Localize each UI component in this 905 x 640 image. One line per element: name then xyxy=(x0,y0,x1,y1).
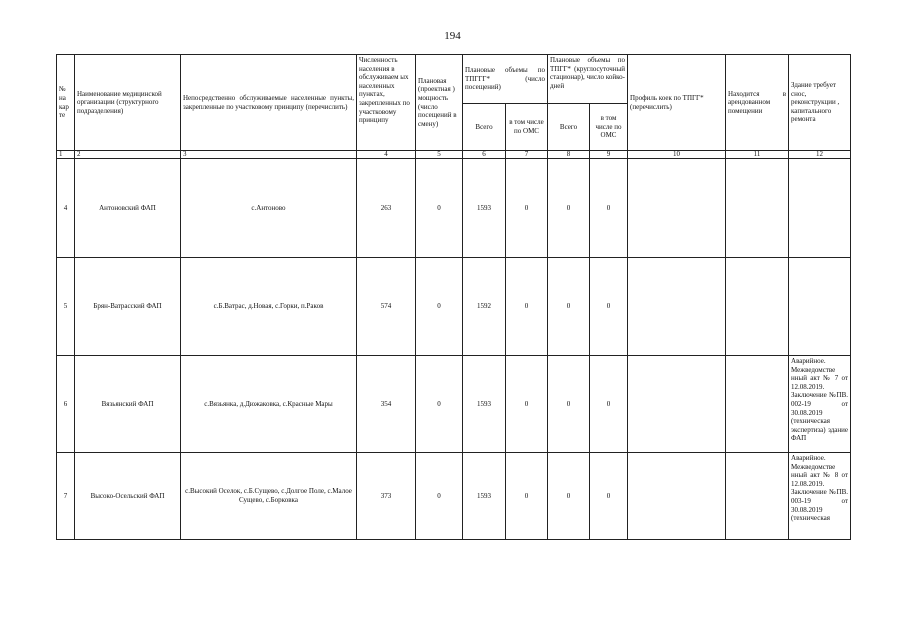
rented xyxy=(726,356,789,453)
table-row xyxy=(57,159,851,258)
population: 373 xyxy=(357,453,416,540)
table-row xyxy=(57,453,851,540)
header-visits-oms: в том числе по ОМС xyxy=(506,104,548,151)
population: 574 xyxy=(357,258,416,356)
visits-oms: 0 xyxy=(506,159,548,258)
col-num: 9 xyxy=(590,151,628,159)
beds-total: 0 xyxy=(548,356,590,453)
organization-name: Брян-Ватрасский ФАП xyxy=(75,258,181,356)
page-number: 194 xyxy=(444,30,461,42)
population: 263 xyxy=(357,159,416,258)
facility-table xyxy=(56,54,851,540)
col-num: 12 xyxy=(789,151,851,159)
capacity: 0 xyxy=(416,453,463,540)
settlements: с.Б.Ватрас, д.Новая, с.Горки, п.Раков xyxy=(181,258,357,356)
row-number: 4 xyxy=(57,159,75,258)
header-number: № на кар те xyxy=(57,55,75,151)
column-number-row xyxy=(57,151,851,159)
organization-name: Антоновский ФАП xyxy=(75,159,181,258)
beds-oms: 0 xyxy=(590,356,628,453)
col-num: 6 xyxy=(463,151,506,159)
header-capacity: Плановая (проектная ) мощность (число посещений в смену) xyxy=(416,55,463,151)
population: 354 xyxy=(357,356,416,453)
col-num: 10 xyxy=(628,151,726,159)
beds-oms: 0 xyxy=(590,258,628,356)
organization-name: Вязьянский ФАП xyxy=(75,356,181,453)
visits-total: 1593 xyxy=(463,453,506,540)
visits-total: 1593 xyxy=(463,356,506,453)
header-visits-total: Всего xyxy=(463,104,506,151)
header-population: Численность населения в обслуживаем ых населенных пунктах, закрепленных по участковому принципу xyxy=(357,55,416,151)
header-building-state: Здание требует снос, реконструкции , капитального ремонта xyxy=(789,55,851,151)
visits-total: 1592 xyxy=(463,258,506,356)
row-number: 5 xyxy=(57,258,75,356)
visits-total: 1593 xyxy=(463,159,506,258)
settlements: с.Вязьянка, д.Дюжаковка, с.Красные Мары xyxy=(181,356,357,453)
header-visits: Плановые объемы по ТПГГГ* (число посещений) xyxy=(463,55,548,104)
col-num: 3 xyxy=(181,151,357,159)
table-row xyxy=(57,258,851,356)
beds-oms: 0 xyxy=(590,159,628,258)
building-state xyxy=(789,356,851,453)
capacity: 0 xyxy=(416,258,463,356)
organization-name: Высоко-Осельский ФАП xyxy=(75,453,181,540)
header-row xyxy=(57,55,851,104)
capacity: 0 xyxy=(416,159,463,258)
bed-profile xyxy=(628,453,726,540)
col-num: 11 xyxy=(726,151,789,159)
col-num: 8 xyxy=(548,151,590,159)
bed-profile xyxy=(628,258,726,356)
row-number: 7 xyxy=(57,453,75,540)
rented xyxy=(726,258,789,356)
rented xyxy=(726,453,789,540)
building-state-note: Аварийное. Межведомстве нный акт № 7 от 12.08.2019. Заключение №ПВ. 002-19 от 30.08.2019 (техническая экспертиза) здание ФАП xyxy=(791,357,849,443)
bed-profile xyxy=(628,356,726,453)
header-beds-oms: в том числе по ОМС xyxy=(590,104,628,151)
header-beds-total: Всего xyxy=(548,104,590,151)
header-organization: Наименование медицинской организации (структурного подразделения) xyxy=(75,55,181,151)
beds-oms: 0 xyxy=(590,453,628,540)
building-state-note: Аварийное. Межведомстве нный акт № 8 от 12.08.2019. Заключение №ПВ. 003-19 от 30.08.2019 (техническая xyxy=(791,454,849,523)
capacity: 0 xyxy=(416,356,463,453)
header-bed-profile: Профиль коек по ТПГГ* (перечислить) xyxy=(628,55,726,151)
beds-total: 0 xyxy=(548,258,590,356)
visits-oms: 0 xyxy=(506,453,548,540)
col-num: 2 xyxy=(75,151,181,159)
building-state xyxy=(789,453,851,540)
visits-oms: 0 xyxy=(506,258,548,356)
header-settlements: Непосредственно обслуживаемые населенные пункты, закрепленные по участковому принципу (перечислить) xyxy=(181,55,357,151)
visits-oms: 0 xyxy=(506,356,548,453)
settlements: с.Высокий Оселок, с.Б.Сущево, с.Долгое Поле, с.Малое Сущево, с.Борковка xyxy=(181,453,357,540)
row-number: 6 xyxy=(57,356,75,453)
col-num: 4 xyxy=(357,151,416,159)
header-rented: Находится в арендованном помещении xyxy=(726,55,789,151)
building-state xyxy=(789,159,851,258)
beds-total: 0 xyxy=(548,453,590,540)
settlements: с.Антоново xyxy=(181,159,357,258)
rented xyxy=(726,159,789,258)
col-num: 1 xyxy=(57,151,75,159)
bed-profile xyxy=(628,159,726,258)
col-num: 5 xyxy=(416,151,463,159)
building-state xyxy=(789,258,851,356)
table-row xyxy=(57,356,851,453)
col-num: 7 xyxy=(506,151,548,159)
header-beds: Плановые объемы по ТПГГ* (круглосуточный стационар), число койко-дней xyxy=(548,55,628,104)
beds-total: 0 xyxy=(548,159,590,258)
